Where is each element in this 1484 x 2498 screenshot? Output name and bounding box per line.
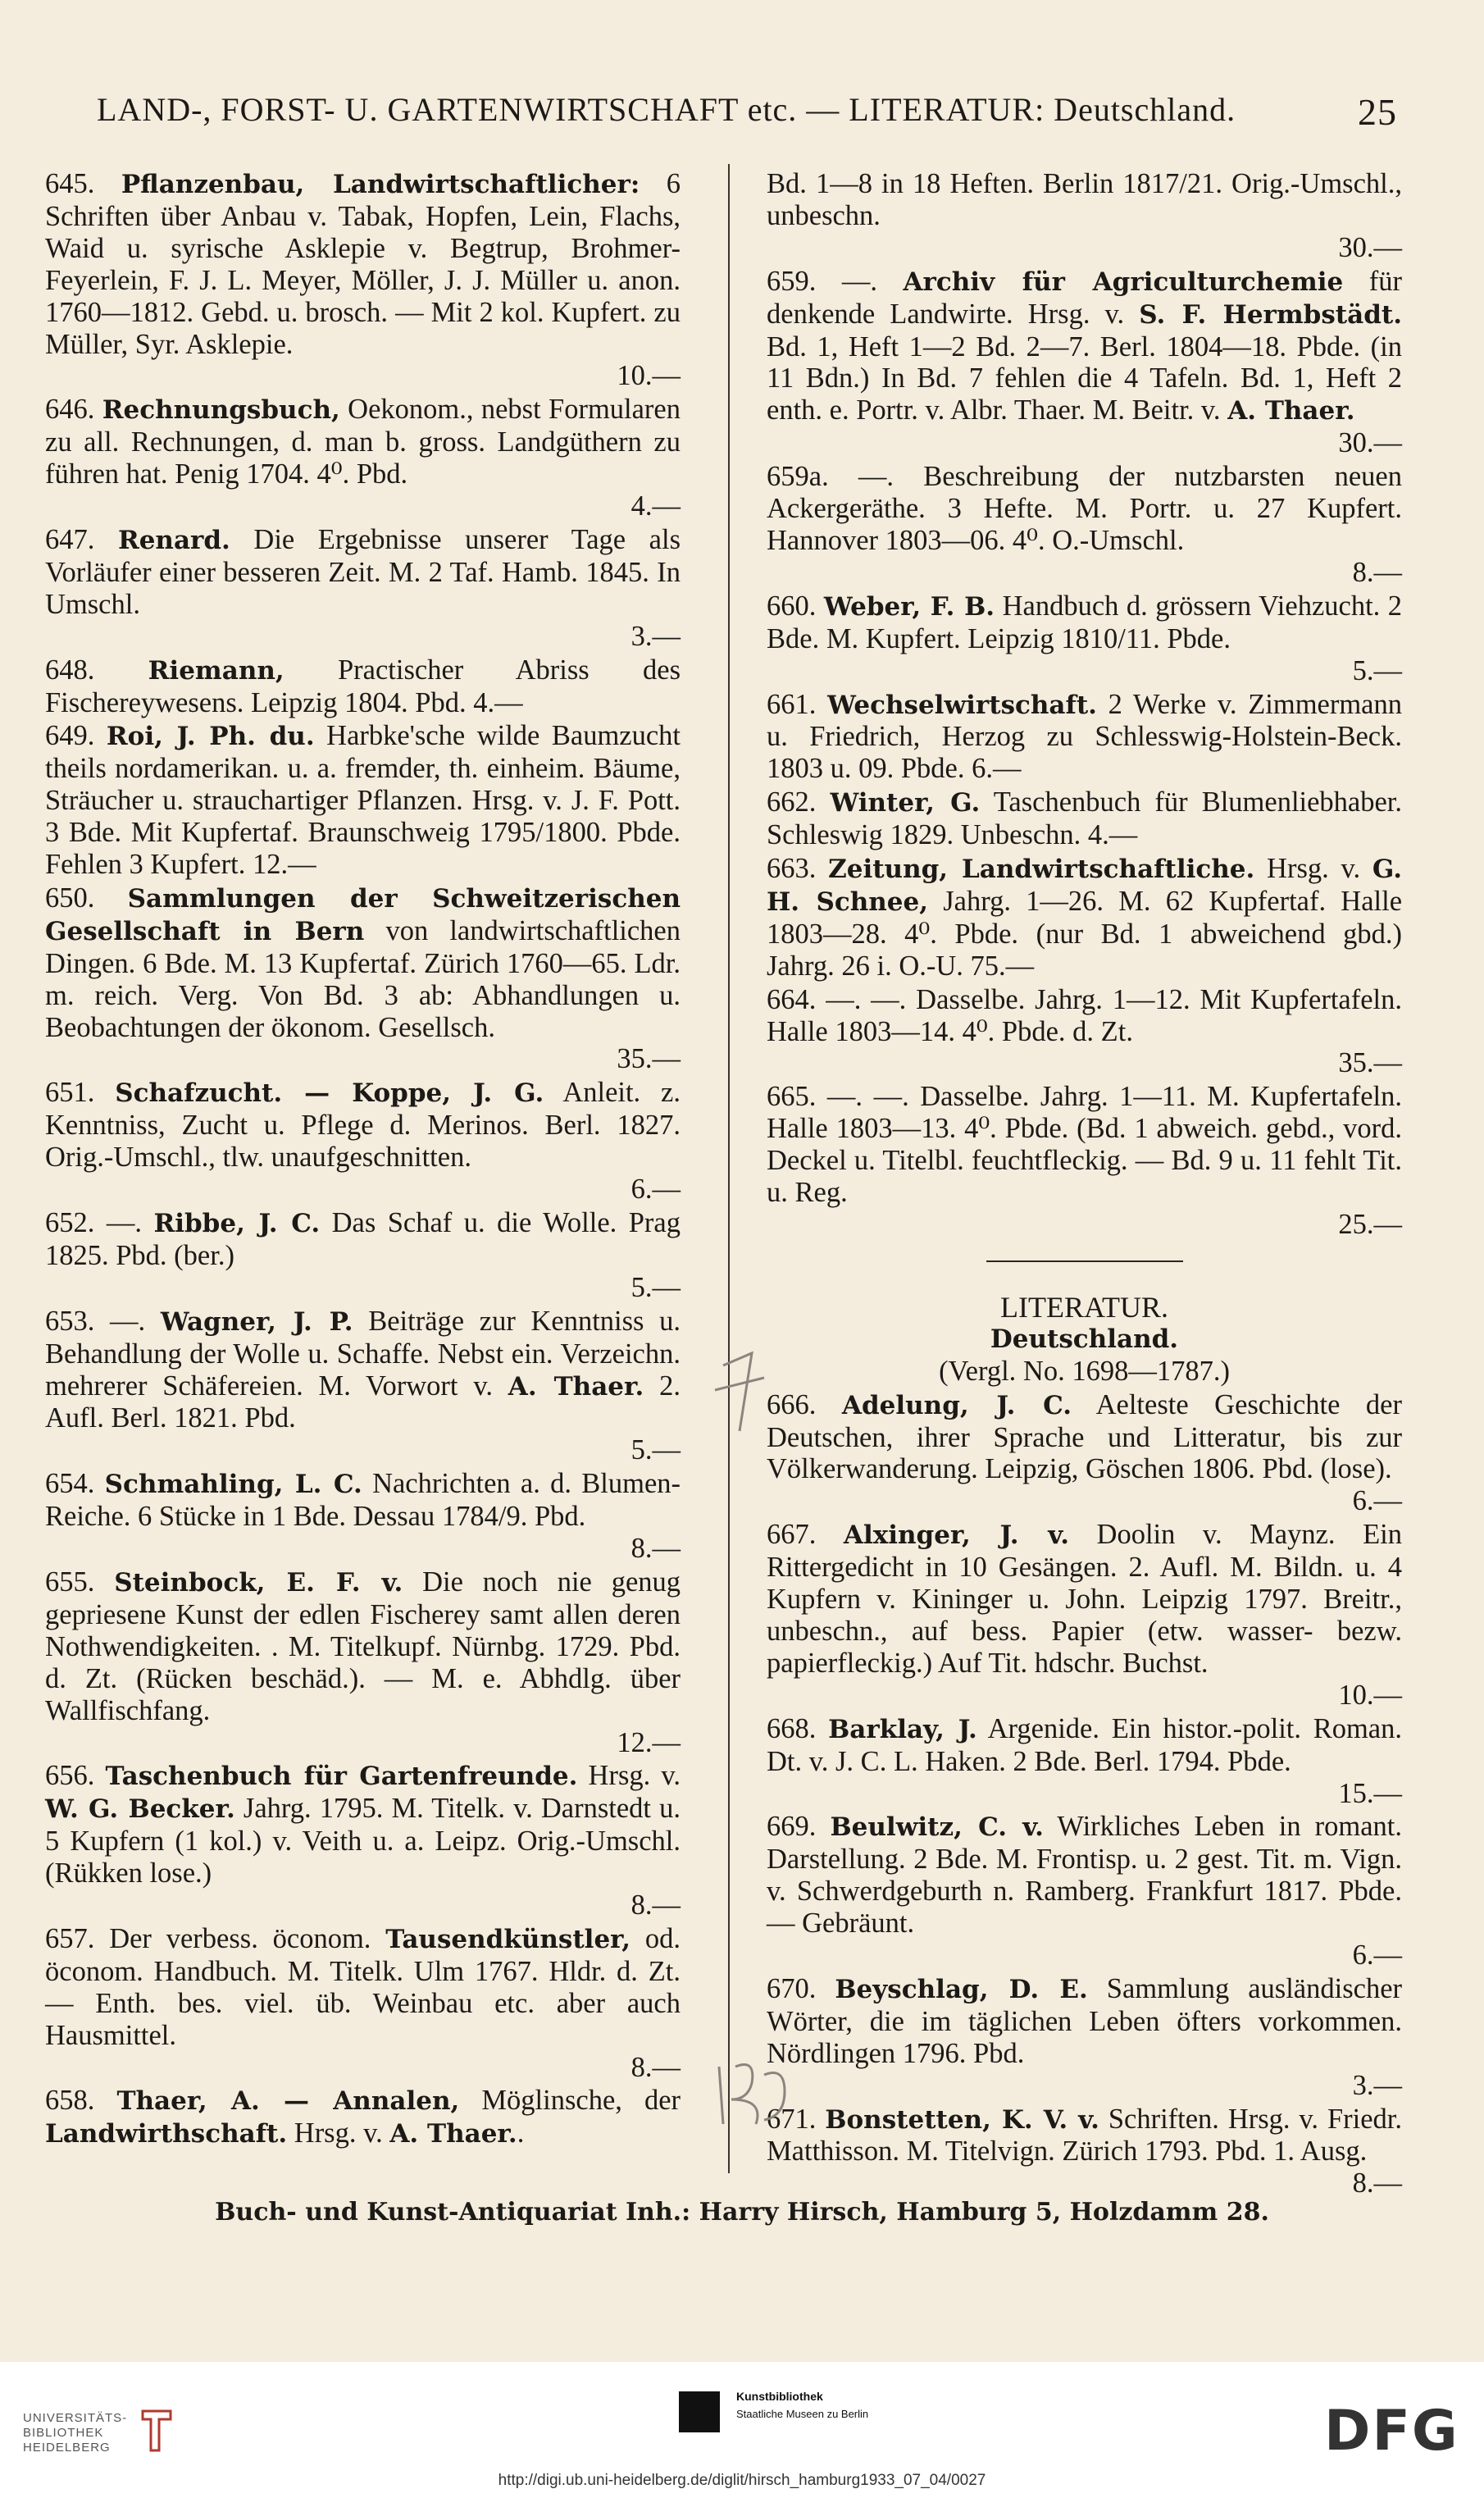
catalogue-entry [45,720,681,881]
entry-price: 4.— [630,490,681,522]
catalogue-entry [767,266,1402,459]
entry-text: 650. Sammlungen der Schweitzerischen Gesellschaft in Bern von landwirtschaftlichen Dingen. 6 Bde. M. 13 Kupfertaf. Zürich 1760—65. Ldr. m. reich. Verg. Von Bd. 3 ab: Abhandlungen u. Beobachtungen der ökonom. Gesellsch. [45,882,681,1043]
running-head-title: LAND-, FORST- U. GARTENWIRTSCHAFT etc. — LITERATUR: Deutschland. [97,91,1236,128]
entry-price: 6.— [630,1174,681,1206]
entry-text: 645. Pflanzenbau, Landwirtschaftlicher: 6 Schriften über Anbau v. Tabak, Hopfen, Lein, Flachs, Waid u. syrische Asklepie v. Begtrup, Brohmer-Feyerlein, F. J. L. Meyer, Möller, J. J. Müller u. anon. 1760—1812. Gebd. u. brosch. — Mit 2 kol. Kupfert. zu Müller, Syr. Asklepie. [45,168,681,360]
catalogue-entry [45,394,681,522]
source-url[interactable]: http://digi.ub.uni-heidelberg.de/diglit/hirsch_hamburg1933_07_04/0027 [498,2472,986,2489]
catalogue-entry [767,168,1402,264]
entry-text: 663. Zeitung, Landwirtschaftliche. Hrsg. v. G. H. Schnee, Jahrg. 1—26. M. 62 Kupfertaf. Halle 1803—28. 4⁰. Pbde. (nur Bd. 1 abweichend gbd.) Jahrg. 26 i. O.-U. 75.— [767,853,1403,982]
entry-text: 661. Wechselwirtschaft. 2 Werke v. Zimmermann u. Friedrich, Herzog zu Schlesswig-Holstein-Beck. 1803 u. 09. Pbde. 6.— [767,688,1402,785]
entry-text: 653. —. Wagner, J. P. Beiträge zur Kenntniss u. Behandlung der Wolle u. Schaffe. Nebst ein. Verzeichn. mehrerer Schäfereien. M. Vorwort v. A. Thaer. 2. Aufl. Berl. 1821. Pbd. [45,1305,681,1434]
publisher-footer: Buch- und Kunst-Antiquariat Inh.: Harry Hirsch, Hamburg 5, Holzdamm 28. [215,2198,1269,2227]
entry-price: 8.— [1352,556,1402,588]
section-subheading: Deutschland. [990,1324,1179,1354]
entry-text: Bd. 1—8 in 18 Heften. Berlin 1817/21. Orig.-Umschl., unbeschn. [767,168,1402,231]
entry-text: 658. Thaer, A. — Annalen, Möglinsche, der Landwirthschaft. Hrsg. v. A. Thaer.. [45,2085,681,2149]
kunstbibliothek-icon [679,2391,720,2432]
entry-text: 649. Roi, J. Ph. du. Harbke'sche wilde Baumzucht theils nordamerikan. u. a. fremder, th. einheim. Bäume, Sträucher u. strauchartiger Pflanzen. Hrsg. v. J. F. Pott. 3 Bde. Mit Kupfertaf. Braunschweig 1795/1800. Pbde. Fehlen 3 Kupfert. 12.— [45,720,681,881]
catalogue-entry [767,590,1402,687]
entry-text: 651. Schafzucht. — Koppe, J. G. Anleit. z. Kenntniss, Zucht u. Pflege d. Merinos. Berl. 1827. Orig.-Umschl., tlw. unaufgeschnitten. [45,1077,681,1174]
catalogue-entry [45,1566,681,1758]
catalogue-entry [767,984,1402,1080]
catalogue-entry [45,2085,681,2150]
entry-text: 666. Adelung, J. C. Aelteste Geschichte der Deutschen, ihrer Sprache und Litteratur, bis zur Völkerwanderung. Leipzig, Göschen 1806. Pbd. (lose). [767,1388,1402,1485]
entry-price: 3.— [1352,2069,1402,2101]
catalogue-entry [45,1306,681,1467]
catalogue-entry [45,882,681,1075]
catalogue-entry [45,168,681,392]
catalogue-entry [45,1468,681,1565]
entry-text: 668. Barklay, J. Argenide. Ein histor.-polit. Roman. Dt. v. J. C. L. Haken. 2 Bde. Berl. 1794. Pbde. [767,1712,1402,1777]
entry-text: 662. Winter, G. Taschenbuch für Blumenliebhaber. Schleswig 1829. Unbeschn. 4.— [767,786,1403,851]
catalogue-entry [767,786,1402,851]
catalogue-entry [767,1081,1402,1241]
entry-text: 655. Steinbock, E. F. v. Die noch nie genug gepriesene Kunst der edlen Fischerey samt allen deren Nothwendigkeiten. . M. Titelkupf. Nürnbg. 1729. Pbd. d. Zt. (Rücken beschäd.). — M. e. Abhdlg. über Wallfischfang. [45,1566,681,1726]
university-library-logo-text[interactable]: UNIVERSITÄTS- BIBLIOTHEK HEIDELBERG [23,2411,128,2455]
catalogue-entry [45,1760,681,1921]
entry-text: 646. Rechnungsbuch, Oekonom., nebst Formularen zu all. Rechnungen, d. man b. gross. Landgüthern zu führen hat. Penig 1704. 4⁰. Pbd. [45,394,681,490]
entry-price: 35.— [617,1043,681,1075]
column-divider [728,164,730,2173]
left-column [45,168,681,2152]
dfg-logo[interactable]: DFG [1324,2399,1459,2464]
entry-price: 25.— [1338,1209,1402,1240]
entry-text: 648. Riemann, Practischer Abriss des Fischereywesens. Leipzig 1804. Pbd. 4.— [45,654,681,718]
running-head [97,90,1397,133]
section-divider [986,1260,1183,1262]
catalogue-entry [767,461,1402,589]
catalogue-entry [45,1077,681,1206]
entry-price: 15.— [1338,1777,1402,1809]
entry-text: 657. Der verbess. öconom. Tausendkünstler, od. öconom. Handbuch. M. Titelk. Ulm 1767. Hldr. d. Zt. — Enth. bes. viel. üb. Weinbau etc. aber auch Hausmittel. [45,1922,681,2051]
entry-text: 664. —. —. Dasselbe. Jahrg. 1—12. Mit Kupfertafeln. Halle 1803—14. 4⁰. Pbde. d. Zt. [767,983,1402,1047]
catalogue-entry [767,853,1402,982]
entry-text: 659a. —. Beschreibung der nutzbarsten neuen Ackergeräthe. 3 Hefte. M. Portr. u. 27 Kupfert. Hannover 1803—06. 4⁰. O.-Umschl. [767,461,1402,556]
right-column-entries-1 [767,168,1402,1241]
entry-text: 665. —. —. Dasselbe. Jahrg. 1—11. M. Kupfertafeln. Halle 1803—13. 4⁰. Pbde. (Bd. 1 abweich. gebd., vord. Deckel u. Titelbl. feuchtfleckig. — Bd. 9 u. 11 fehlt Tit. u. Reg. [767,1081,1402,1209]
entry-text: 654. Schmahling, L. C. Nachrichten a. d. Blumen-Reiche. 6 Stücke in 1 Bde. Dessau 1784/9. Pbd. [45,1468,681,1533]
entry-price: 5.— [630,1434,681,1466]
entry-price: 6.— [1352,1485,1402,1517]
entry-price: 5.— [1352,654,1402,686]
entry-text: 669. Beulwitz, C. v. Wirkliches Leben in romant. Darstellung. 2 Bde. M. Frontisp. u. 2 gest. Tit. m. Vign. v. Schwerdgeburth n. Ramberg. Frankfurt 1817. Pbde. — Gebräunt. [767,1811,1402,1940]
entry-price: 8.— [630,1533,681,1565]
entry-text: 652. —. Ribbe, J. C. Das Schaf u. die Wolle. Prag 1825. Pbd. (ber.) [45,1207,681,1271]
catalogue-entry [767,1811,1402,1972]
entry-price: 30.— [1338,231,1402,263]
entry-price: 8.— [630,1889,681,1921]
entry-price: 30.— [1338,427,1402,459]
entry-price: 5.— [630,1271,681,1303]
right-column [767,168,1402,2201]
entry-text: 659. —. Archiv für Agriculturchemie für denkende Landwirte. Hrsg. v. S. F. Hermbstädt. Bd. 1, Heft 1—2 Bd. 2—7. Berl. 1804—18. Pbde. (in 11 Bdn.) In Bd. 7 fehlen die 4 Tafeln. Bd. 1, Heft 2 enth. e. Portr. v. Albr. Thaer. M. Beitr. v. A. Thaer. [767,265,1403,426]
entry-text: 671. Bonstetten, K. V. v. Schriften. Hrsg. v. Friedr. Matthisson. M. Titelvign. Zürich 1793. Pbd. 1. Ausg. [767,2103,1402,2168]
catalogue-entry [767,1519,1402,1711]
catalogue-entry [45,1923,681,2084]
page-number: 25 [1358,91,1397,133]
entry-text: 647. Renard. Die Ergebnisse unserer Tage als Vorläufer einer besseren Zeit. M. 2 Taf. Hamb. 1845. In Umschl. [45,523,681,620]
catalogue-entry [45,1207,681,1304]
entry-price: 10.— [617,360,681,392]
entry-price: 3.— [630,620,681,652]
catalogue-entry [45,524,681,653]
pencil-annotation-mark [707,2050,797,2140]
entry-price: 35.— [1338,1047,1402,1079]
university-library-logo-icon [138,2408,175,2454]
section-heading: LITERATUR. [1000,1290,1168,1324]
entry-price: 8.— [1352,2168,1402,2199]
kunstbibliothek-title: Kunstbibliothek [736,2390,823,2403]
catalogue-entry [45,654,681,719]
kunstbibliothek-subtitle: Staatliche Museen zu Berlin [736,2408,869,2420]
catalogue-entry [767,2104,1402,2200]
entry-text: 670. Beyschlag, D. E. Sammlung ausländischer Wörter, die im täglichen Leben öfters vorkommen. Nördlingen 1796. Pbd. [767,1972,1402,2069]
catalogue-entry [767,689,1402,786]
entry-price: 12.— [617,1726,681,1758]
section-note: (Vergl. No. 1698—1787.) [939,1355,1230,1387]
entry-price: 8.— [630,2051,681,2083]
kunstbibliothek-logo[interactable] [679,2383,1007,2449]
entry-text: 656. Taschenbuch für Gartenfreunde. Hrsg. v. W. G. Becker. Jahrg. 1795. M. Titelk. v. Darnstedt u. 5 Kupfern (1 kol.) v. Veith u. a. Leipz. Orig.-Umschl. (Rükken lose.) [45,1760,681,1889]
catalogue-entry [767,1389,1402,1518]
entry-text: 667. Alxinger, J. v. Doolin v. Maynz. Ein Rittergedicht in 10 Gesängen. 2. Aufl. M. Bildn. u. 4 Kupfern v. Kininger u. John. Leipzig 1797. Breitr., unbeschn., auf bess. Papier (etw. wasser- bezw. papierfleckig.) Auf Tit. hdschr. Buchst. [767,1519,1402,1679]
catalogue-entry [767,1973,1402,2102]
entry-price: 10.— [1338,1679,1402,1711]
entry-price: 6.— [1352,1940,1402,1972]
right-column-entries-2 [767,1389,1402,2200]
entry-text: 660. Weber, F. B. Handbuch d. grössern Viehzucht. 2 Bde. M. Kupfert. Leipzig 1810/11. Pbde. [767,590,1403,654]
pencil-annotation-mark [707,1341,781,1447]
catalogue-entry [767,1713,1402,1810]
